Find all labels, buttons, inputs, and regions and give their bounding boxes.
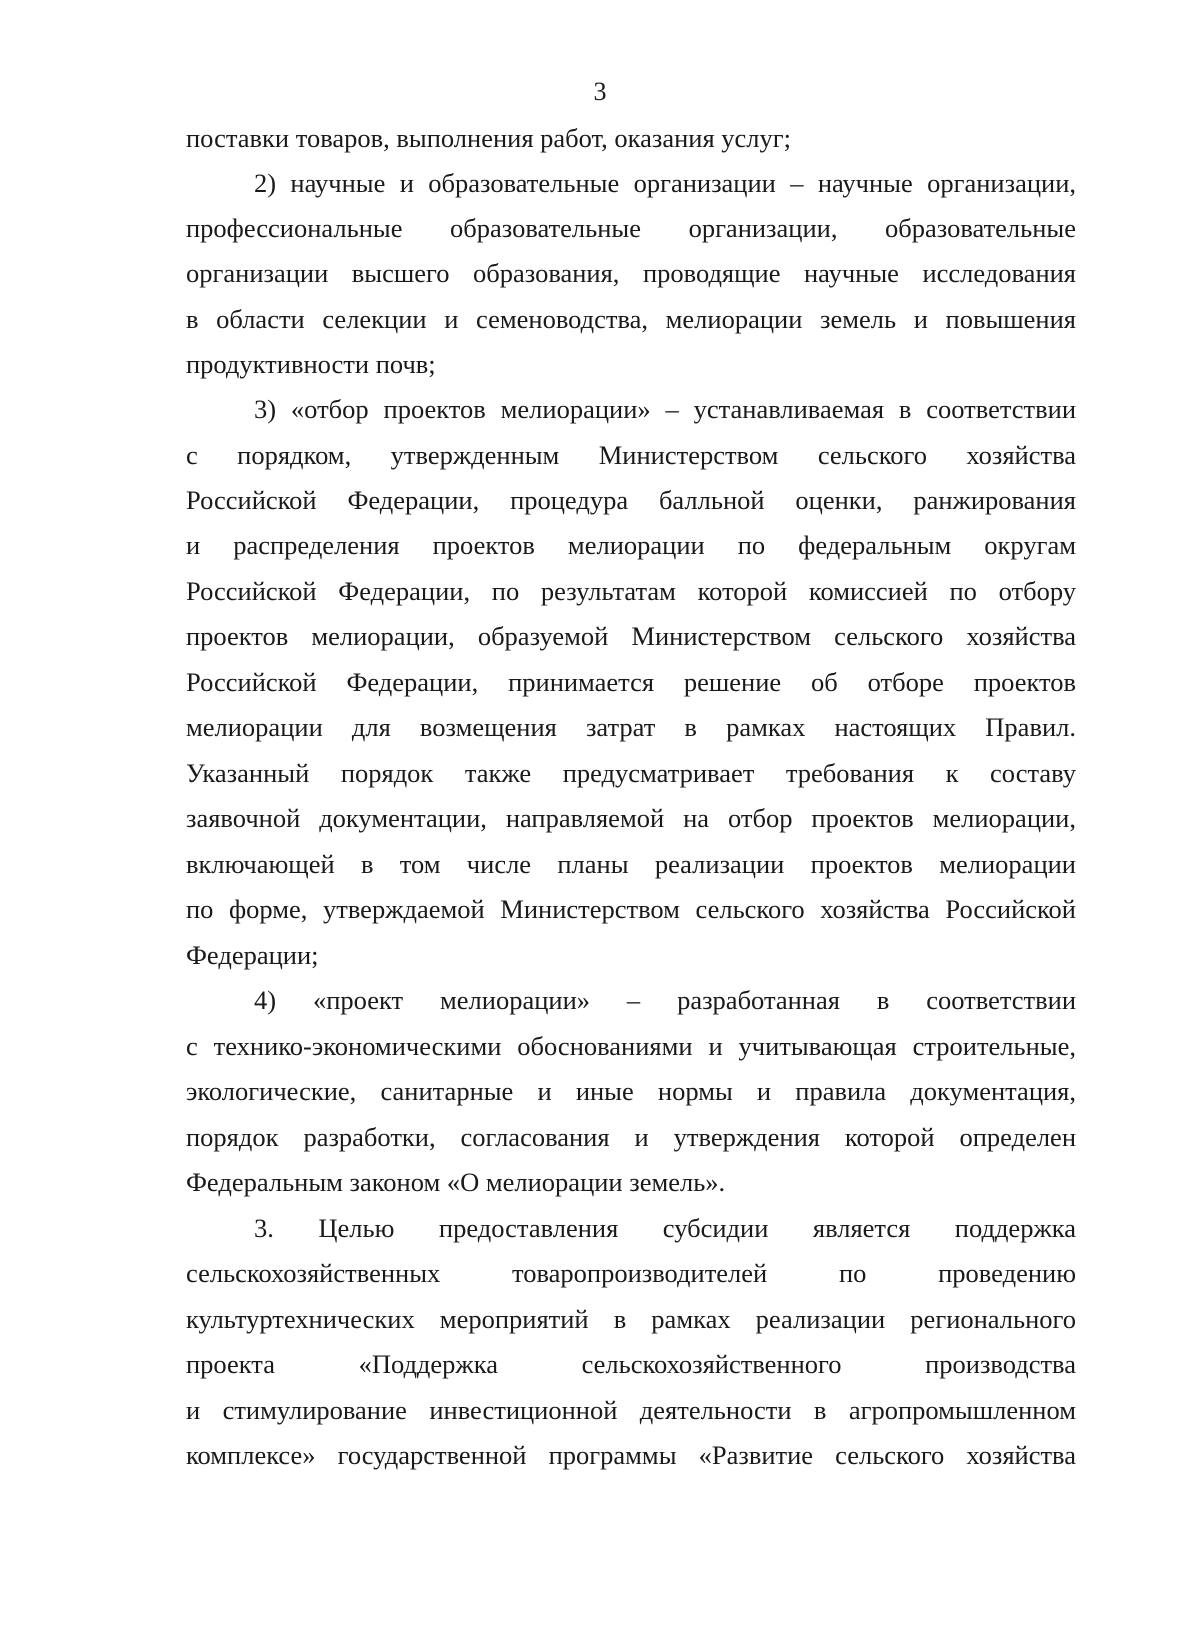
text-line: по форме, утверждаемой Министерством сельского хозяйства Российской [186,894,1076,924]
text-line: Федерации; [186,940,319,970]
text-line: экологические, санитарные и иные нормы и правила документация, [186,1076,1076,1106]
text-line: 3) «отбор проектов мелиорации» – устанавливаемая в соответствии [254,394,1076,424]
text-line: Российской Федерации, принимается решение об отборе проектов [186,667,1076,697]
text-line: порядок разработки, согласования и утверждения которой определен [186,1122,1076,1152]
text-line: включающей в том числе планы реализации проектов мелиорации [186,849,1076,879]
text-line: проектов мелиорации, образуемой Министерством сельского хозяйства [186,621,1076,651]
text-line: мелиорации для возмещения затрат в рамках настоящих Правил. [186,712,1076,742]
text-line: с порядком, утвержденным Министерством сельского хозяйства [186,440,1076,470]
text-line: организации высшего образования, проводящие научные исследования [186,258,1076,288]
text-line: и стимулирование инвестиционной деятельности в агропромышленном [186,1395,1076,1425]
text-line: 4) «проект мелиорации» – разработанная в соответствии [254,985,1076,1015]
text-line: комплексе» государственной программы «Развитие сельского хозяйства [186,1440,1076,1470]
text-line: проекта «Поддержка сельскохозяйственного производства [186,1349,1076,1379]
text-line: Российской Федерации, процедура балльной оценки, ранжирования [186,485,1076,515]
text-line: Указанный порядок также предусматривает требования к составу [186,758,1076,788]
text-line: культуртехнических мероприятий в рамках реализации регионального [186,1304,1076,1334]
text-line: с технико-экономическими обоснованиями и учитывающая строительные, [186,1031,1076,1061]
page-number: 3 [593,77,607,106]
text-line: Федеральным законом «О мелиорации земель». [186,1167,726,1197]
text-line: 3. Целью предоставления субсидии является поддержка [254,1213,1076,1243]
text-line: 2) научные и образовательные организации – научные организации, [254,168,1076,198]
text-line: поставки товаров, выполнения работ, оказания услуг; [186,123,791,153]
text-line: и распределения проектов мелиорации по федеральным округам [186,530,1076,560]
text-line: профессиональные образовательные организации, образовательные [186,213,1076,243]
text-line: Российской Федерации, по результатам которой комиссией по отбору [186,576,1076,606]
text-line: заявочной документации, направляемой на отбор проектов мелиорации, [186,803,1076,833]
text-line: в области селекции и семеноводства, мелиорации земель и повышения [186,304,1076,334]
text-line: продуктивности почв; [186,349,436,379]
text-line: сельскохозяйственных товаропроизводителей по проведению [186,1258,1076,1288]
